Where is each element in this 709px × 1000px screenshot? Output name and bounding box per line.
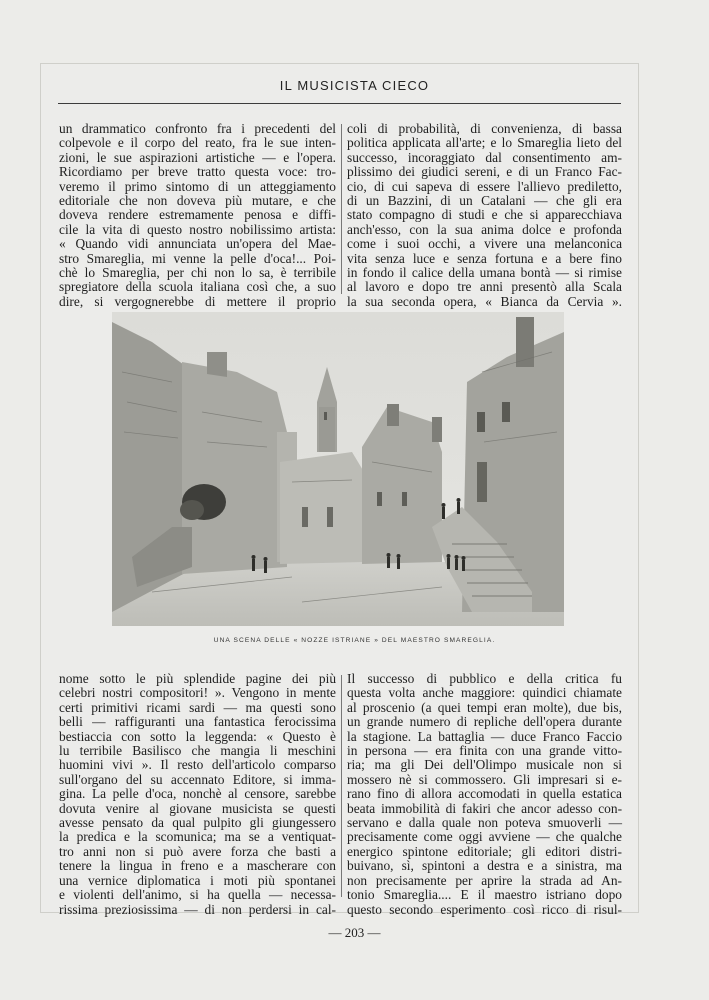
paragraph-bottom-left-line: rissima preziosissima — di non perdersi in cal- bbox=[59, 901, 337, 917]
paragraph-bottom-right bbox=[347, 672, 622, 917]
paragraph-top-right-line: successo, incoraggiato dal consentimento am- bbox=[347, 149, 622, 165]
paragraph-bottom-left-line: tro anni non si può avere forza che basti a bbox=[59, 843, 337, 859]
paragraph-bottom-right-line: beata immobilità di fakiri che ancor adesso con- bbox=[347, 800, 623, 816]
running-title: IL MUSICISTA CIECO bbox=[279, 78, 430, 93]
paragraph-bottom-right-line: un grande numero di repliche dell'opera durante bbox=[347, 714, 622, 730]
paragraph-bottom-left-line: dovuta venire al giovane musicista se questi bbox=[59, 800, 336, 816]
paragraph-top-right-line: cio, di cui sapeva di essere l'allievo prediletto, bbox=[347, 178, 622, 194]
paragraph-bottom-left-line: e violenti dell'animo, si ha quella — necessa- bbox=[59, 887, 336, 903]
paragraph-bottom-left-line: celebri nostri compositori! ». Vengono in mente bbox=[59, 685, 336, 701]
paragraph-bottom-right-line: questo secondo esperimento così ricco di risul- bbox=[347, 901, 622, 917]
paragraph-bottom-right-line: precisamente come oggi avviene — che qualche bbox=[347, 829, 622, 845]
paragraph-bottom-left-line: nome sotto le più splendide pagine dei più bbox=[59, 671, 337, 686]
text-column-bottom-right bbox=[347, 672, 622, 917]
paragraph-top-left-line: editoriale che non doveva più mutare, e che bbox=[59, 193, 336, 209]
paragraph-top-left-line: « Quando vidi annunciata un'opera del Mae- bbox=[59, 236, 336, 252]
paragraph-bottom-left-line: gina. La pelle d'oca, nonchè al censore, sarebbe bbox=[59, 786, 337, 802]
paragraph-top-left-line: un drammatico confronto fra i precedenti del bbox=[59, 121, 336, 136]
paragraph-top-left-line: veremo il primo sintomo di un atteggiamento bbox=[59, 178, 336, 194]
paragraph-top-left-line: spregiatore della scuola italiana così che, a suo bbox=[59, 279, 336, 295]
paragraph-bottom-right-line: servano e dalla quale non poteva smuoverli — bbox=[347, 815, 623, 831]
figure-caption: UNA SCENA DELLE « NOZZE ISTRIANE » DEL MAESTRO SMAREGLIA. bbox=[213, 637, 496, 644]
paragraph-bottom-right-line: rano fino di allora accomodati in quella estatica bbox=[347, 786, 622, 802]
paragraph-bottom-right-line: questa volta anche maggiore: quindici chiamate bbox=[347, 685, 622, 701]
sketch-image bbox=[112, 312, 564, 626]
paragraph-bottom-left-line: avesse pensato da qual pulpito gli giungessero bbox=[59, 815, 337, 831]
paragraph-bottom-left-line: sull'organo del su accennato Editore, si imma- bbox=[59, 771, 336, 787]
paragraph-bottom-right-line: energico spintone editoriale; gli editori distri- bbox=[347, 843, 622, 859]
text-column-top-right bbox=[347, 122, 622, 309]
paragraph-top-right-line: vita senza luce e senza fortuna e a bere fino bbox=[347, 250, 622, 266]
paragraph-top-right-line: di un Bazzini, di un Catalani — che gli era bbox=[347, 193, 622, 209]
paragraph-top-left-line: cile la vita di questo nostro nobilissimo artista: bbox=[59, 221, 336, 237]
paragraph-top-right-line: al lavoro e dopo tre anni presentò alla Scala bbox=[347, 279, 622, 295]
paragraph-top-left-line: zioni, le sue aspirazioni artistiche — e l'opera. bbox=[59, 149, 336, 165]
paragraph-top-left-line: chè lo Smareglia, per chi non lo sa, è terribile bbox=[59, 265, 337, 281]
paragraph-bottom-left-line: huomini vivi ». Il resto dell'articolo comparso bbox=[59, 757, 336, 773]
column-divider-top bbox=[341, 124, 342, 294]
paragraph-top-right-line: stato compagno di studi e che si apparecchiava bbox=[347, 207, 622, 223]
paragraph-bottom-left bbox=[59, 672, 336, 917]
paragraph-top-left-line: doveva rendere estremamente penosa e diffi- bbox=[59, 207, 336, 223]
paragraph-bottom-left-line: una vernice diplomatica i moti più spontanei bbox=[59, 872, 337, 888]
paragraph-bottom-right-line: non precisamente per aprire la strada ad An- bbox=[347, 872, 622, 888]
paragraph-bottom-left-line: bestiaccia con sotto la leggenda: « Questo è bbox=[59, 728, 337, 744]
paragraph-top-right-line: plissimo dei giudici sereni, e di un Franco Fac- bbox=[347, 164, 622, 180]
paragraph-bottom-right-line: buivano, sì, spintoni a destra e a sinistra, ma bbox=[347, 858, 622, 874]
paragraph-top-right-line: come i suoi occhi, a vivere una melanconica bbox=[347, 236, 623, 252]
paragraph-bottom-right-line: mossero nè si commossero. Gli impresari si e- bbox=[347, 771, 622, 787]
paragraph-top-right bbox=[347, 122, 622, 309]
paragraph-bottom-left-line: certi primitivi ricami sardi — ma questi sono bbox=[59, 699, 336, 715]
paragraph-top-left-line: Ricordiamo per breve tratto questa voce: tro- bbox=[59, 164, 336, 180]
page-number: — 203 — bbox=[328, 925, 381, 940]
paragraph-bottom-left-line: la predica e la scomunica; ma se a ventiquat- bbox=[59, 829, 336, 845]
paragraph-bottom-right-line: ria; ma gli Dei dell'Olimpo musicale non si bbox=[347, 757, 623, 773]
paragraph-bottom-right-line: la stagione. La battaglia — duce Franco Faccio bbox=[347, 728, 623, 744]
paragraph-bottom-right-line: Il successo di pubblico e della critica fu bbox=[347, 671, 622, 686]
illustration-street-scene bbox=[112, 312, 564, 626]
paragraph-top-right-line: politica applicata all'arte; e lo Smareglia lieto del bbox=[347, 135, 622, 151]
paragraph-bottom-left-line: belli — raffiguranti una fantastica ferocissima bbox=[59, 714, 337, 730]
header-rule bbox=[58, 103, 621, 104]
paragraph-bottom-right-line: in persona — era finita con una grande vitto- bbox=[347, 743, 623, 759]
paragraph-top-left bbox=[59, 122, 336, 309]
paragraph-top-left-line: colpevole e il corpo del reato, fra le sue inten- bbox=[59, 135, 337, 151]
text-column-bottom-left bbox=[59, 672, 336, 917]
paragraph-top-right-line: la sua seconda opera, « Bianca da Cervia ». bbox=[347, 293, 622, 309]
paragraph-top-left-line: dire, si vergognerebbe di mettere il proprio bbox=[59, 293, 336, 309]
paragraph-top-left-line: stro Smareglia, mi venne la pelle d'oca!... Poi- bbox=[59, 250, 337, 266]
paragraph-bottom-right-line: al proscenio (a quei tempi eran molte), due bis, bbox=[347, 699, 622, 715]
paragraph-top-right-line: coli di probabilità, di convenienza, di bassa bbox=[347, 121, 622, 136]
paragraph-bottom-left-line: tenere la lingua in freno e a mascherare con bbox=[59, 858, 336, 874]
paragraph-top-right-line: in fondo il calice della umana bontà — si rimise bbox=[347, 265, 622, 281]
text-column-top-left bbox=[59, 122, 336, 309]
paragraph-bottom-left-line: lu terribile Basilisco che mangia li meschini bbox=[59, 743, 336, 759]
paragraph-top-right-line: anch'esso, con la sua anima dolce e profonda bbox=[347, 221, 622, 237]
paragraph-bottom-right-line: tonio Smareglia.... E il maestro istriano dopo bbox=[347, 887, 622, 903]
column-divider-bottom bbox=[341, 675, 342, 897]
